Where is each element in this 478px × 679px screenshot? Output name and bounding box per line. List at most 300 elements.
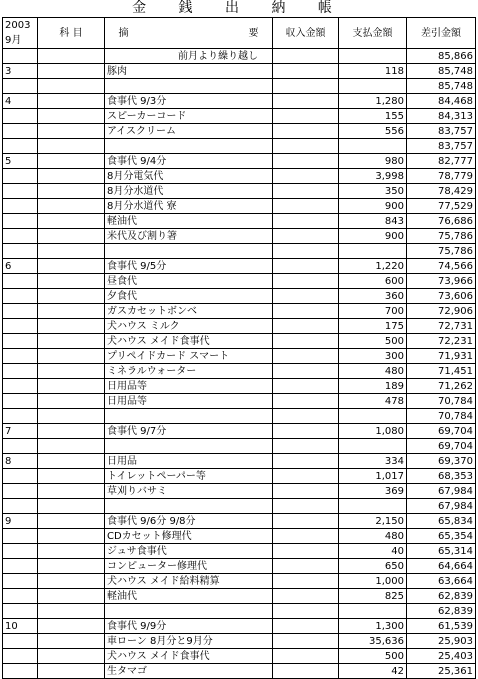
- cell-date: 4: [3, 94, 38, 109]
- cell-expense: [339, 439, 407, 454]
- cell-date: 3: [3, 64, 38, 79]
- cell-income: [273, 409, 339, 424]
- cell-expense: 118: [339, 64, 407, 79]
- cell-date: [3, 319, 38, 334]
- cell-subject: [38, 49, 105, 64]
- cell-date: 5: [3, 154, 38, 169]
- cell-subject: [38, 229, 105, 244]
- cell-subject: [38, 274, 105, 289]
- cell-balance: 69,704: [407, 424, 476, 439]
- cell-subject: [38, 319, 105, 334]
- cell-expense: 556: [339, 124, 407, 139]
- cell-date: [3, 544, 38, 559]
- cell-description: CDカセット修理代: [105, 529, 273, 544]
- cell-income: [273, 364, 339, 379]
- cell-income: [273, 454, 339, 469]
- header-description-left: 摘: [118, 27, 129, 39]
- cell-description: 食事代 9/4分: [105, 154, 273, 169]
- cell-description: 日用品等: [105, 379, 273, 394]
- cell-expense: [339, 139, 407, 154]
- cell-expense: 175: [339, 319, 407, 334]
- table-row: [3, 154, 476, 169]
- cell-description: アイスクリーム: [105, 124, 273, 139]
- cell-date: [3, 439, 38, 454]
- cell-expense: 369: [339, 484, 407, 499]
- cell-expense: 3,998: [339, 169, 407, 184]
- cell-expense: 350: [339, 184, 407, 199]
- cell-expense: 478: [339, 394, 407, 409]
- cell-date: [3, 664, 38, 679]
- cell-description: ジュサ食事代: [105, 544, 273, 559]
- cell-description: スピーカーコード: [105, 109, 273, 124]
- cell-income: [273, 244, 339, 259]
- cell-income: [273, 169, 339, 184]
- cell-balance: 83,757: [407, 124, 476, 139]
- cell-balance: 84,468: [407, 94, 476, 109]
- table-row: [3, 64, 476, 79]
- cell-description: 生タマゴ: [105, 664, 273, 679]
- cell-expense: 980: [339, 154, 407, 169]
- cell-income: [273, 259, 339, 274]
- cell-income: [273, 619, 339, 634]
- cell-date: [3, 649, 38, 664]
- cell-expense: [339, 409, 407, 424]
- cell-balance: 64,664: [407, 559, 476, 574]
- cell-date: 8: [3, 454, 38, 469]
- cell-date: [3, 559, 38, 574]
- cell-description: 犬ハウス ミルク: [105, 319, 273, 334]
- table-row: [3, 499, 476, 514]
- header-expense: 支払金額: [339, 18, 407, 49]
- cell-expense: 42: [339, 664, 407, 679]
- cell-expense: 1,300: [339, 619, 407, 634]
- cell-income: [273, 544, 339, 559]
- cell-description: 食事代 9/6分 9/8分: [105, 514, 273, 529]
- cell-balance: 83,757: [407, 139, 476, 154]
- cell-expense: [339, 499, 407, 514]
- cell-balance: 70,784: [407, 409, 476, 424]
- cell-date: [3, 274, 38, 289]
- cell-date: [3, 589, 38, 604]
- cell-balance: 77,529: [407, 199, 476, 214]
- table-row: [3, 49, 476, 64]
- cell-description: 日用品: [105, 454, 273, 469]
- cell-date: [3, 289, 38, 304]
- cell-balance: 84,313: [407, 109, 476, 124]
- table-row: [3, 484, 476, 499]
- cell-date: [3, 79, 38, 94]
- cell-date: 6: [3, 259, 38, 274]
- cell-expense: 825: [339, 589, 407, 604]
- cell-subject: [38, 559, 105, 574]
- cell-description: 犬ハウス メイド食事代: [105, 649, 273, 664]
- cell-date: [3, 379, 38, 394]
- cell-balance: 71,262: [407, 379, 476, 394]
- cell-date: [3, 574, 38, 589]
- cell-balance: 63,664: [407, 574, 476, 589]
- cell-expense: 189: [339, 379, 407, 394]
- cell-date: [3, 604, 38, 619]
- cell-description: [105, 244, 273, 259]
- cell-date: [3, 484, 38, 499]
- cell-subject: [38, 79, 105, 94]
- cell-balance: 68,353: [407, 469, 476, 484]
- cell-date: [3, 334, 38, 349]
- cell-date: [3, 139, 38, 154]
- cell-income: [273, 469, 339, 484]
- cell-subject: [38, 289, 105, 304]
- cell-expense: 2,150: [339, 514, 407, 529]
- cell-subject: [38, 184, 105, 199]
- cell-balance: 65,834: [407, 514, 476, 529]
- header-subject: 科 目: [38, 18, 105, 49]
- table-row: [3, 514, 476, 529]
- cell-subject: [38, 334, 105, 349]
- cell-balance: 67,984: [407, 484, 476, 499]
- table-row: [3, 619, 476, 634]
- cell-expense: 1,017: [339, 469, 407, 484]
- cell-subject: [38, 379, 105, 394]
- cell-date: [3, 214, 38, 229]
- cell-description: 軽油代: [105, 214, 273, 229]
- cash-ledger-table: [2, 17, 476, 679]
- table-row: [3, 589, 476, 604]
- cell-subject: [38, 634, 105, 649]
- cell-income: [273, 514, 339, 529]
- cell-balance: 78,779: [407, 169, 476, 184]
- cell-balance: 61,539: [407, 619, 476, 634]
- cell-balance: 85,866: [407, 49, 476, 64]
- cell-description: ミネラルウォーター: [105, 364, 273, 379]
- cell-description: 8月分水道代 寮: [105, 199, 273, 214]
- table-row: [3, 424, 476, 439]
- ledger-header: [3, 18, 476, 49]
- cell-subject: [38, 139, 105, 154]
- cell-expense: 35,636: [339, 634, 407, 649]
- cell-expense: [339, 604, 407, 619]
- cell-date: [3, 199, 38, 214]
- cell-income: [273, 214, 339, 229]
- cell-date: 10: [3, 619, 38, 634]
- cell-balance: 72,906: [407, 304, 476, 319]
- cell-expense: 1,280: [339, 94, 407, 109]
- cell-description: 食事代 9/9分: [105, 619, 273, 634]
- cell-income: [273, 49, 339, 64]
- table-row: [3, 199, 476, 214]
- cell-date: [3, 169, 38, 184]
- cell-subject: [38, 169, 105, 184]
- table-row: [3, 79, 476, 94]
- cell-income: [273, 349, 339, 364]
- cell-income: [273, 379, 339, 394]
- cell-expense: 300: [339, 349, 407, 364]
- cell-description: 食事代 9/3分: [105, 94, 273, 109]
- cell-date: [3, 349, 38, 364]
- table-row: [3, 94, 476, 109]
- cell-date: [3, 184, 38, 199]
- ledger-title: 金 銭 出 納 帳: [132, 0, 346, 16]
- cell-expense: 360: [339, 289, 407, 304]
- cell-income: [273, 94, 339, 109]
- cell-subject: [38, 499, 105, 514]
- cell-subject: [38, 649, 105, 664]
- cell-date: [3, 364, 38, 379]
- table-row: [3, 214, 476, 229]
- table-row: [3, 409, 476, 424]
- table-row: [3, 559, 476, 574]
- cell-description: 8月分水道代: [105, 184, 273, 199]
- cell-income: [273, 589, 339, 604]
- header-description-right: 要: [248, 27, 259, 39]
- cell-balance: 62,839: [407, 604, 476, 619]
- cell-subject: [38, 544, 105, 559]
- cell-balance: 67,984: [407, 499, 476, 514]
- cell-description: 前月より繰り越し: [105, 49, 273, 64]
- cell-expense: 1,080: [339, 424, 407, 439]
- cell-description: プリペイドカード スマート: [105, 349, 273, 364]
- table-row: [3, 544, 476, 559]
- table-row: [3, 244, 476, 259]
- cell-income: [273, 199, 339, 214]
- cell-expense: 900: [339, 199, 407, 214]
- table-row: [3, 109, 476, 124]
- cell-subject: [38, 214, 105, 229]
- cell-description: [105, 439, 273, 454]
- cell-income: [273, 304, 339, 319]
- cell-subject: [38, 589, 105, 604]
- cell-expense: [339, 79, 407, 94]
- table-row: [3, 634, 476, 649]
- cell-balance: 82,777: [407, 154, 476, 169]
- cell-subject: [38, 409, 105, 424]
- cell-balance: 62,839: [407, 589, 476, 604]
- cell-income: [273, 184, 339, 199]
- cell-date: [3, 244, 38, 259]
- cell-subject: [38, 364, 105, 379]
- cell-description: 豚肉: [105, 64, 273, 79]
- cell-expense: 650: [339, 559, 407, 574]
- cell-subject: [38, 394, 105, 409]
- cell-income: [273, 124, 339, 139]
- cell-expense: 334: [339, 454, 407, 469]
- cell-income: [273, 529, 339, 544]
- cell-description: 犬ハウス メイド食事代: [105, 334, 273, 349]
- cell-subject: [38, 514, 105, 529]
- cell-subject: [38, 199, 105, 214]
- cell-description: [105, 409, 273, 424]
- cell-expense: 600: [339, 274, 407, 289]
- cell-date: [3, 124, 38, 139]
- cell-date: [3, 469, 38, 484]
- cell-subject: [38, 424, 105, 439]
- cell-balance: 76,686: [407, 214, 476, 229]
- cell-expense: 500: [339, 334, 407, 349]
- table-row: [3, 319, 476, 334]
- cell-income: [273, 439, 339, 454]
- cell-income: [273, 109, 339, 124]
- cell-description: 夕食代: [105, 289, 273, 304]
- cell-description: 軽油代: [105, 589, 273, 604]
- cell-expense: 480: [339, 364, 407, 379]
- cell-expense: 1,220: [339, 259, 407, 274]
- cell-description: [105, 79, 273, 94]
- cell-balance: 65,354: [407, 529, 476, 544]
- cell-subject: [38, 604, 105, 619]
- table-row: [3, 334, 476, 349]
- cell-balance: 25,403: [407, 649, 476, 664]
- table-row: [3, 394, 476, 409]
- cell-date: [3, 304, 38, 319]
- header-description: [105, 18, 273, 49]
- cell-income: [273, 649, 339, 664]
- cell-date: [3, 409, 38, 424]
- cell-balance: 71,451: [407, 364, 476, 379]
- cell-description: ガスカセットボンベ: [105, 304, 273, 319]
- cell-description: 草刈りバサミ: [105, 484, 273, 499]
- cell-date: [3, 109, 38, 124]
- cell-balance: 25,903: [407, 634, 476, 649]
- cell-subject: [38, 574, 105, 589]
- cell-income: [273, 64, 339, 79]
- cell-subject: [38, 664, 105, 679]
- cell-date: [3, 634, 38, 649]
- cell-description: 米代及び割り箸: [105, 229, 273, 244]
- cell-balance: 73,606: [407, 289, 476, 304]
- cell-subject: [38, 619, 105, 634]
- table-row: [3, 454, 476, 469]
- cell-subject: [38, 349, 105, 364]
- cell-income: [273, 334, 339, 349]
- cell-expense: [339, 49, 407, 64]
- table-row: [3, 439, 476, 454]
- cell-income: [273, 574, 339, 589]
- cell-date: [3, 499, 38, 514]
- table-row: [3, 229, 476, 244]
- cell-subject: [38, 244, 105, 259]
- table-row: [3, 124, 476, 139]
- cell-income: [273, 139, 339, 154]
- cell-description: [105, 604, 273, 619]
- cell-income: [273, 394, 339, 409]
- cell-description: 8月分電気代: [105, 169, 273, 184]
- table-row: [3, 349, 476, 364]
- header-balance: 差引金額: [407, 18, 476, 49]
- cell-balance: 85,748: [407, 79, 476, 94]
- cell-date: [3, 394, 38, 409]
- cell-balance: 78,429: [407, 184, 476, 199]
- cell-balance: 75,786: [407, 229, 476, 244]
- table-row: [3, 664, 476, 679]
- cell-subject: [38, 439, 105, 454]
- cell-income: [273, 604, 339, 619]
- cell-income: [273, 319, 339, 334]
- cell-balance: 85,748: [407, 64, 476, 79]
- cell-income: [273, 634, 339, 649]
- cell-subject: [38, 484, 105, 499]
- cell-income: [273, 484, 339, 499]
- cell-subject: [38, 154, 105, 169]
- table-row: [3, 139, 476, 154]
- cell-subject: [38, 469, 105, 484]
- cell-balance: 72,231: [407, 334, 476, 349]
- table-row: [3, 259, 476, 274]
- cell-description: トイレットペーパー等: [105, 469, 273, 484]
- cell-description: 食事代 9/5分: [105, 259, 273, 274]
- cell-balance: 74,566: [407, 259, 476, 274]
- cell-date: [3, 49, 38, 64]
- cell-income: [273, 229, 339, 244]
- cell-income: [273, 274, 339, 289]
- ledger-body: [3, 49, 476, 679]
- cell-subject: [38, 304, 105, 319]
- cell-subject: [38, 529, 105, 544]
- cell-balance: 70,784: [407, 394, 476, 409]
- table-row: [3, 649, 476, 664]
- cell-balance: 71,931: [407, 349, 476, 364]
- cell-subject: [38, 454, 105, 469]
- cell-description: 昼食代: [105, 274, 273, 289]
- table-row: [3, 274, 476, 289]
- header-income: 収入金額: [273, 18, 339, 49]
- cell-income: [273, 664, 339, 679]
- cell-income: [273, 424, 339, 439]
- cell-income: [273, 559, 339, 574]
- cell-subject: [38, 124, 105, 139]
- cell-expense: 480: [339, 529, 407, 544]
- cell-income: [273, 79, 339, 94]
- cell-date: [3, 229, 38, 244]
- header-year: 2003: [3, 18, 38, 34]
- table-row: [3, 574, 476, 589]
- cell-expense: 155: [339, 109, 407, 124]
- cell-description: 車ローン 8月分と9月分: [105, 634, 273, 649]
- table-row: [3, 364, 476, 379]
- cell-description: 犬ハウス メイド給料精算: [105, 574, 273, 589]
- cell-description: コンピューター修理代: [105, 559, 273, 574]
- header-month: 9月: [3, 33, 38, 49]
- cell-income: [273, 154, 339, 169]
- cell-subject: [38, 94, 105, 109]
- table-row: [3, 304, 476, 319]
- table-row: [3, 529, 476, 544]
- cell-expense: 700: [339, 304, 407, 319]
- table-row: [3, 169, 476, 184]
- cell-date: 9: [3, 514, 38, 529]
- cell-date: 7: [3, 424, 38, 439]
- cell-balance: 73,966: [407, 274, 476, 289]
- cell-balance: 25,361: [407, 664, 476, 679]
- cell-expense: 900: [339, 229, 407, 244]
- cell-expense: 1,000: [339, 574, 407, 589]
- cell-subject: [38, 64, 105, 79]
- table-row: [3, 604, 476, 619]
- table-row: [3, 379, 476, 394]
- cell-balance: 65,314: [407, 544, 476, 559]
- cell-balance: 69,704: [407, 439, 476, 454]
- cell-balance: 72,731: [407, 319, 476, 334]
- cell-subject: [38, 259, 105, 274]
- cell-subject: [38, 109, 105, 124]
- cell-description: [105, 499, 273, 514]
- cell-balance: 69,370: [407, 454, 476, 469]
- cell-income: [273, 499, 339, 514]
- cell-description: 日用品等: [105, 394, 273, 409]
- table-row: [3, 469, 476, 484]
- cell-expense: 843: [339, 214, 407, 229]
- cell-description: [105, 139, 273, 154]
- cell-description: 食事代 9/7分: [105, 424, 273, 439]
- table-row: [3, 289, 476, 304]
